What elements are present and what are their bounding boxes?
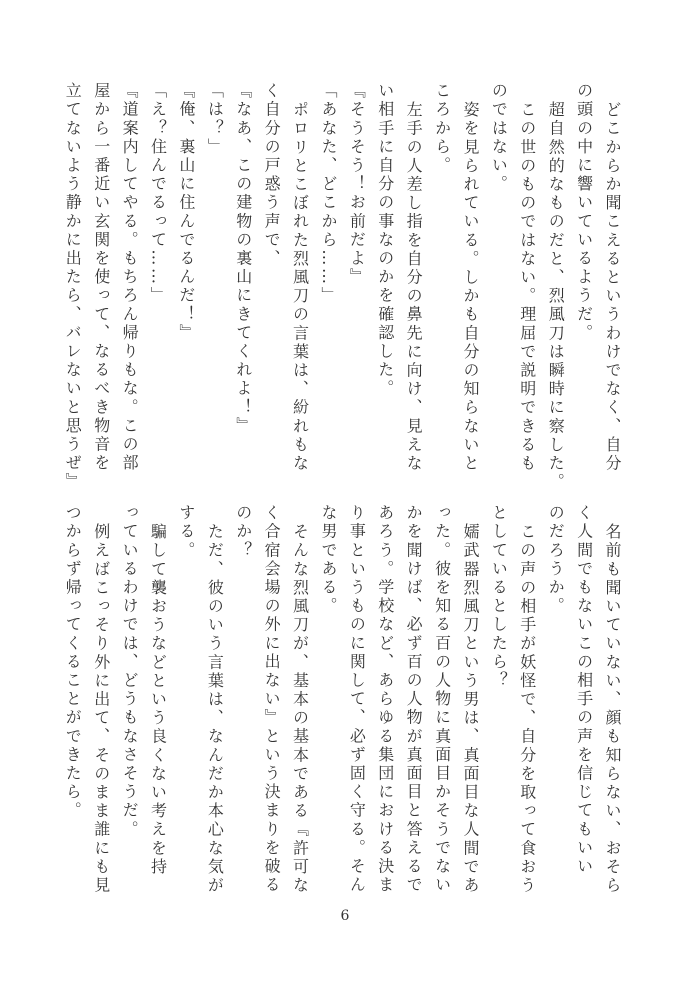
text-line: い相手に自分の事なのかを確認した。	[375, 82, 395, 399]
text-line: 「は？」	[205, 82, 225, 157]
text-line: 立てないよう静かに出たら、バレないと思うぜ』	[63, 82, 83, 492]
text-line: つからず帰ってくることができたら。	[63, 504, 83, 821]
text-line: ころから。	[432, 82, 452, 175]
page-number: 6	[340, 908, 350, 924]
bottom-text-block	[58, 504, 626, 924]
text-line: く自分の戸惑う声で、	[262, 82, 282, 268]
text-line: ただ、彼のいう言葉は、なんだか本心な気が	[205, 523, 225, 895]
text-line: 屋から一番近い玄関を使って、なるべき物音を	[91, 82, 111, 473]
text-line: この声の相手が妖怪で、自分を取って食おう	[517, 523, 537, 895]
text-line: っているわけでは、どうもなさそうだ。	[120, 504, 140, 839]
text-line: この世のものではない。理屈で説明できるも	[517, 101, 537, 473]
text-line: 『俺、裏山に住んでるんだ！』	[176, 82, 196, 343]
text-line: あろう。学校など、あらゆる集団における決ま	[375, 504, 395, 895]
text-line: り事というものに関して、必ず固く守る。そん	[347, 504, 367, 895]
top-text-block	[58, 82, 626, 502]
text-line: 左手の人差し指を自分の鼻先に向け、見えな	[404, 101, 424, 473]
text-line: く合宿会場の外に出ない』という決まりを破る	[262, 504, 282, 895]
text-line: 超自然的なものだと、烈風刀は瞬時に察した。	[546, 101, 566, 492]
text-line: どこからか聞こえるというわけでなく、自分	[603, 101, 622, 473]
text-line: の頭の中に響いているようだ。	[574, 82, 594, 343]
text-line: としているとしたら？	[489, 504, 509, 690]
text-line: 嬬武器烈風刀という男は、真面目な人間であ	[460, 523, 480, 895]
text-line: った。彼を知る百の人物に真面目かそうでない	[432, 504, 452, 895]
text-line: 姿を見られている。しかも自分の知らないと	[460, 101, 480, 473]
text-line: かを聞けば、必ず百の人物が真面目と答えるで	[404, 504, 424, 895]
text-line: そんな烈風刀が、基本の基本である『許可な	[290, 523, 310, 895]
text-line: 『そうそう！お前だよ』	[347, 82, 367, 287]
text-line: 『道案内してやる。もちろん帰りもな。この部	[120, 82, 140, 473]
text-line: 騙して襲おうなどという良くない考えを持	[148, 523, 168, 877]
text-line: のではない。	[489, 82, 509, 194]
text-line: 「あなた、どこから……」	[318, 82, 338, 306]
text-line: 「え？住んでるって……」	[148, 82, 168, 306]
text-line: 『なあ、この建物の裏山にきてくれよ！』	[233, 82, 253, 436]
text-line: のだろうか。	[546, 504, 566, 616]
text-line: ポロリとこぼれた烈風刀の言葉は、紛れもな	[290, 101, 310, 473]
text-line: 例えばこっそり外に出て、そのまま誰にも見	[91, 523, 111, 895]
text-line: 名前も聞いていない、顔も知らない、おそら	[603, 523, 622, 895]
text-line: な男である。	[318, 504, 338, 616]
text-line: する。	[176, 504, 196, 560]
text-line: く人間でもないこの相手の声を信じてもいい	[574, 504, 594, 876]
text-line: のか？	[233, 504, 253, 560]
